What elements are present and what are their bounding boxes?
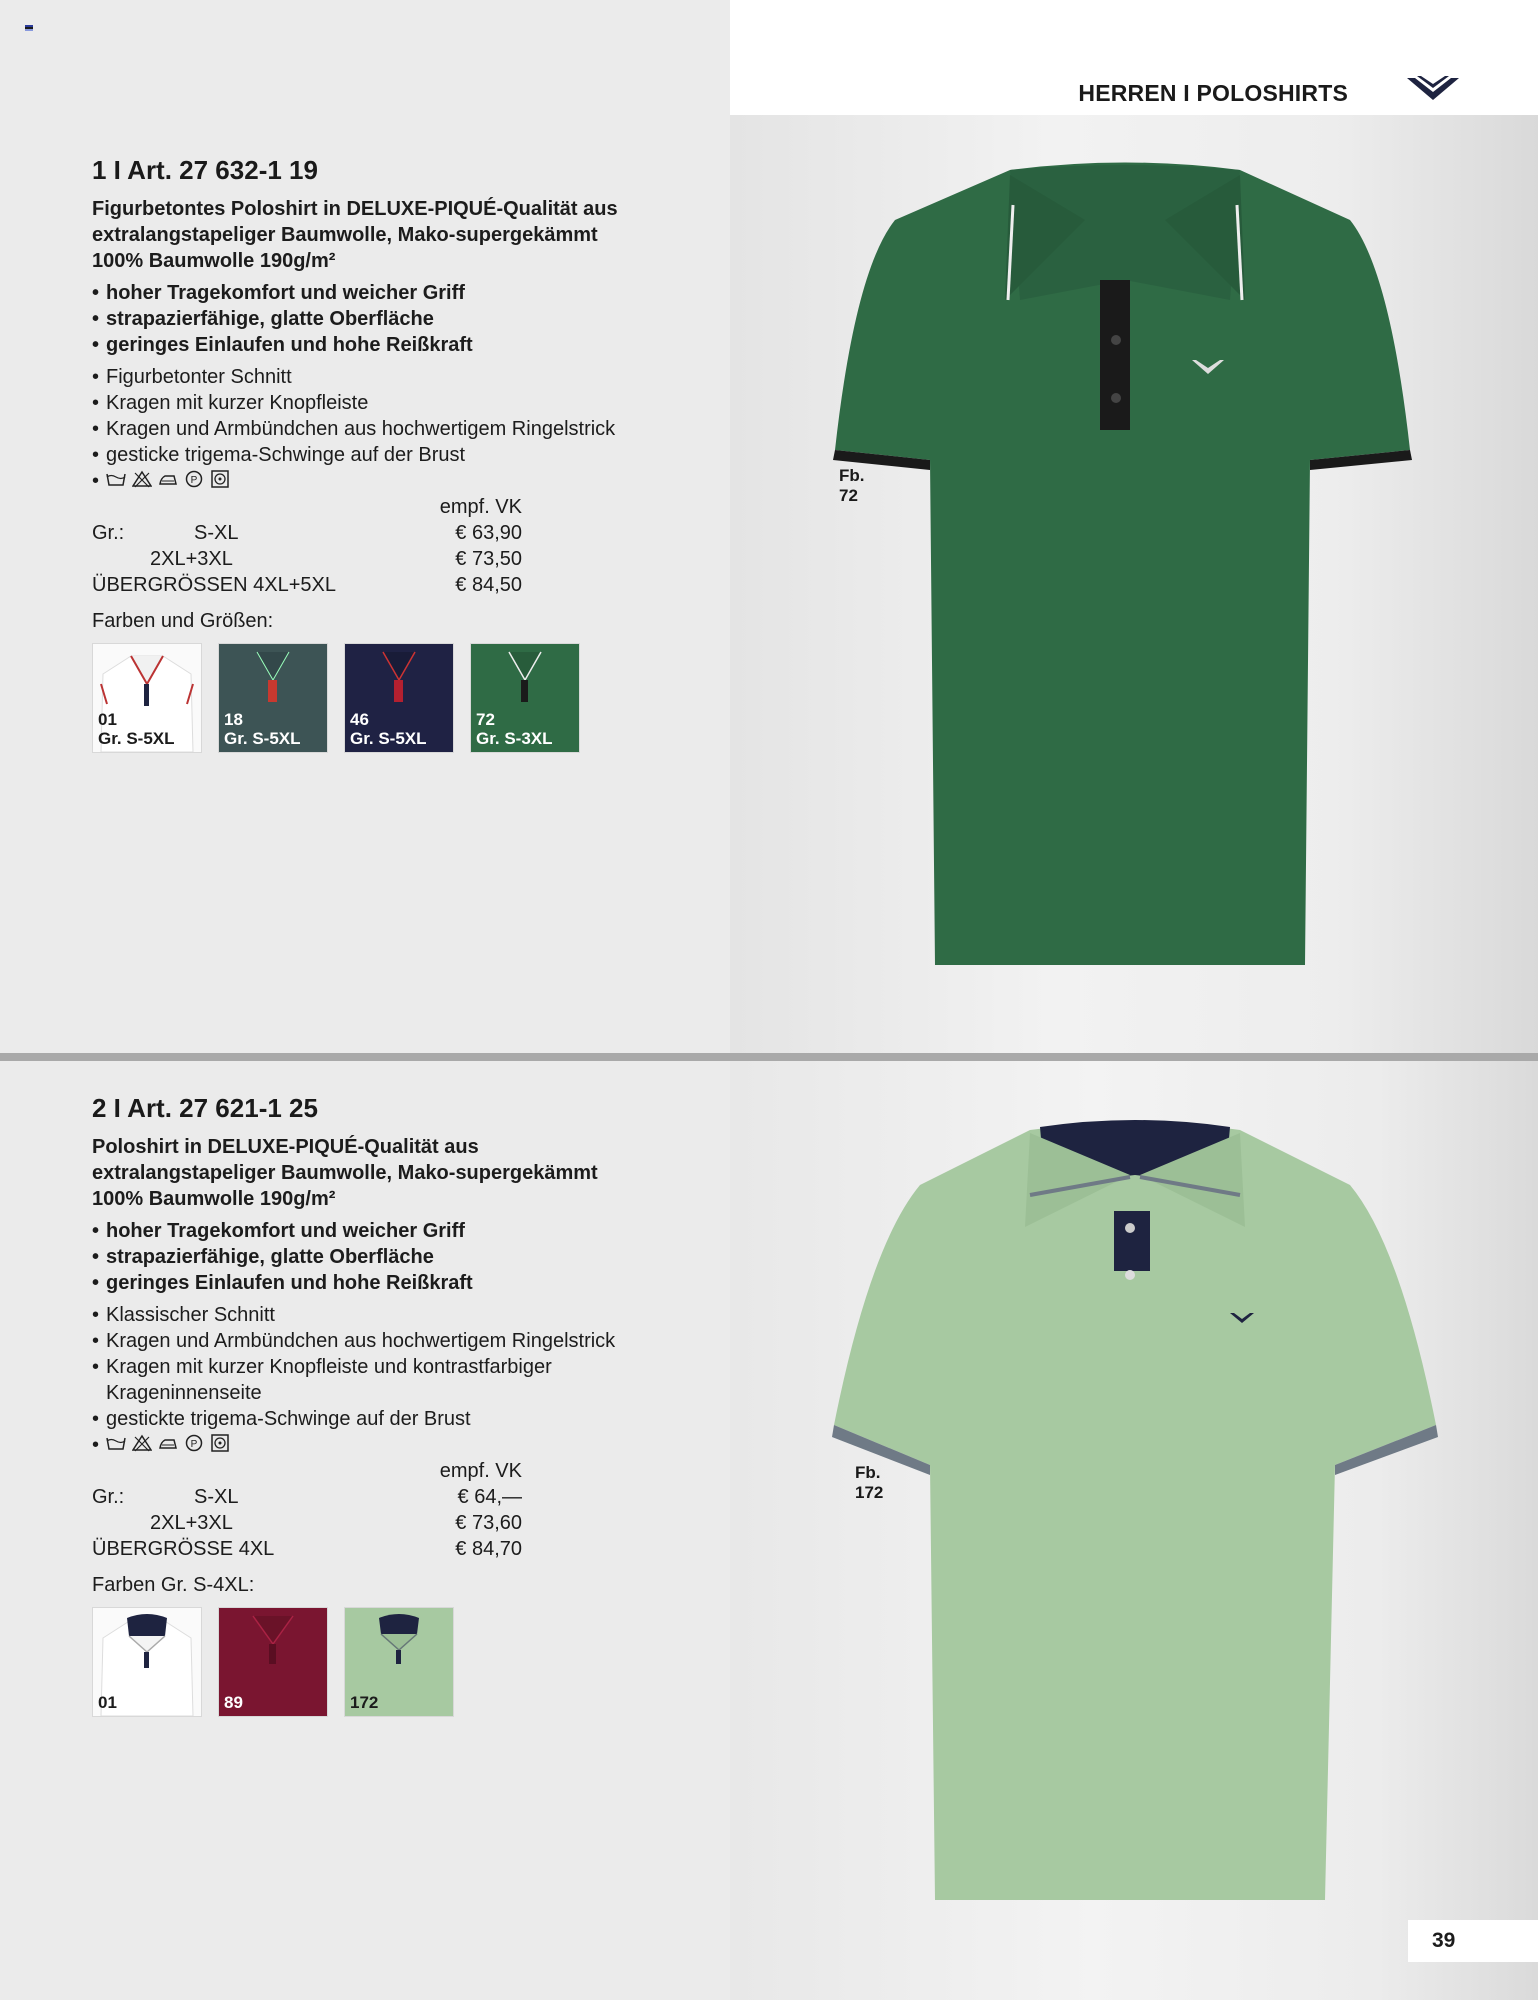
article-number: 1 I Art. 27 632-1 19 bbox=[92, 155, 318, 185]
fb-label: Fb. bbox=[855, 1463, 881, 1482]
feature-item bbox=[92, 1354, 712, 1406]
desc-line: Poloshirt in DELUXE-PIQUÉ-Qualität aus bbox=[92, 1136, 479, 1158]
size-range: Gr. S-5XL bbox=[224, 729, 301, 748]
size-range: 2XL+3XL bbox=[150, 548, 233, 570]
color-code: 01 bbox=[98, 710, 117, 729]
size-range: Gr. S-5XL bbox=[350, 729, 427, 748]
color-swatch[interactable] bbox=[218, 1607, 328, 1717]
desc-line: 100% Baumwolle 190g/m² bbox=[92, 1188, 336, 1210]
iron-icon bbox=[158, 470, 178, 488]
colors-title: Farben und Größen: bbox=[92, 610, 274, 632]
feature-text: Krageninnenseite bbox=[106, 1382, 262, 1404]
color-code: 89 bbox=[224, 1693, 243, 1712]
feature-item: • Klassischer Schnitt bbox=[92, 1302, 712, 1328]
price-header: empf. VK bbox=[439, 1460, 522, 1482]
features bbox=[92, 1302, 712, 1454]
page-number: 39 bbox=[1408, 1920, 1538, 1962]
size-range: ÜBERGRÖSSE 4XL bbox=[92, 1538, 275, 1560]
svg-text:P: • P bbox=[190, 1439, 198, 1450]
feature-item: • hoher Tragekomfort und weicher Griff bbox=[92, 280, 712, 306]
price-row bbox=[92, 1536, 522, 1562]
size-range: ÜBERGRÖSSEN 4XL+5XL bbox=[92, 574, 336, 596]
size-label: Gr.: bbox=[92, 522, 125, 544]
polo-shirt-light-green-image bbox=[830, 1115, 1440, 1910]
color-swatches bbox=[92, 1607, 712, 1717]
price: € 73,50 bbox=[455, 548, 522, 570]
price: € 63,90 bbox=[455, 522, 522, 544]
color-code: 18 bbox=[224, 710, 243, 729]
color-code: 46 bbox=[350, 710, 369, 729]
feature-item: • Figurbetonter Schnitt bbox=[92, 364, 712, 390]
flag-icon bbox=[25, 25, 33, 31]
svg-text:P: • P bbox=[190, 475, 198, 486]
color-code: 72 bbox=[476, 710, 495, 729]
color-code: 172 bbox=[350, 1693, 379, 1712]
desc-line: 100% Baumwolle 190g/m² bbox=[92, 250, 336, 272]
price: € 73,60 bbox=[455, 1512, 522, 1534]
feature-item: • Kragen und Armbündchen aus hochwertigem Ringelstrick bbox=[92, 416, 712, 442]
dry-clean-icon bbox=[184, 1434, 204, 1452]
feature-item: • gestickte trigema-Schwinge auf der Brust bbox=[92, 1406, 712, 1432]
care-symbols bbox=[92, 1432, 712, 1454]
size-label: Gr.: bbox=[92, 1486, 125, 1508]
feature-item: • gesticke trigema-Schwinge auf der Brust bbox=[92, 442, 712, 468]
key-features bbox=[92, 1218, 712, 1296]
color-swatch[interactable] bbox=[470, 643, 580, 753]
color-swatch[interactable] bbox=[218, 643, 328, 753]
size-range: Gr. S-3XL bbox=[476, 729, 553, 748]
trigema-wing-logo-icon bbox=[1405, 72, 1461, 106]
price-header-row bbox=[92, 1458, 522, 1484]
price-header-row bbox=[92, 494, 522, 520]
tumble-dry-icon bbox=[210, 1434, 230, 1452]
price: € 84,50 bbox=[455, 574, 522, 596]
price-row bbox=[92, 1510, 522, 1536]
color-swatch[interactable] bbox=[344, 1607, 454, 1717]
key-features bbox=[92, 280, 712, 358]
tumble-dry-icon bbox=[210, 470, 230, 488]
size-range: S-XL bbox=[194, 1486, 239, 1508]
colors-title: Farben Gr. S-4XL: bbox=[92, 1574, 255, 1596]
product-2 bbox=[92, 1093, 712, 1717]
no-bleach-icon bbox=[132, 470, 152, 488]
feature-item: • Kragen und Armbündchen aus hochwertigem Ringelstrick bbox=[92, 1328, 712, 1354]
size-range: S-XL bbox=[194, 522, 239, 544]
price-table bbox=[92, 494, 522, 598]
feature-item: • strapazierfähige, glatte Oberfläche bbox=[92, 1244, 712, 1270]
feature-item: • strapazierfähige, glatte Oberfläche bbox=[92, 306, 712, 332]
feature-item: • geringes Einlaufen und hohe Reißkraft bbox=[92, 332, 712, 358]
price-row bbox=[92, 546, 522, 572]
product-description bbox=[92, 1134, 712, 1212]
price-table bbox=[92, 1458, 522, 1562]
feature-item: • geringes Einlaufen und hohe Reißkraft bbox=[92, 1270, 712, 1296]
polo-shirt-green-image bbox=[830, 160, 1420, 975]
color-swatch[interactable] bbox=[92, 643, 202, 753]
fb-label: Fb. bbox=[839, 466, 865, 485]
color-code: 01 bbox=[98, 1693, 117, 1712]
wash-40-icon bbox=[106, 470, 126, 488]
section-divider bbox=[0, 1053, 1538, 1061]
desc-line: extralangstapeliger Baumwolle, Mako-supergekämmt bbox=[92, 1162, 598, 1184]
desc-line: extralangstapeliger Baumwolle, Mako-supergekämmt bbox=[92, 224, 598, 246]
dry-clean-icon bbox=[184, 470, 204, 488]
product-1 bbox=[92, 155, 712, 753]
fb-number: 72 bbox=[839, 486, 858, 505]
feature-item: • hoher Tragekomfort und weicher Griff bbox=[92, 1218, 712, 1244]
feature-text: Kragen mit kurzer Knopfleiste und kontrastfarbiger bbox=[106, 1356, 552, 1378]
price-header: empf. VK bbox=[439, 496, 522, 518]
color-swatch[interactable] bbox=[92, 1607, 202, 1717]
care-symbols bbox=[92, 468, 712, 490]
feature-item: • Kragen mit kurzer Knopfleiste bbox=[92, 390, 712, 416]
desc-line: Figurbetontes Poloshirt in DELUXE-PIQUÉ-Qualität aus bbox=[92, 198, 618, 220]
page-header-title: HERREN I POLOSHIRTS bbox=[1078, 80, 1348, 106]
size-range: 2XL+3XL bbox=[150, 1512, 233, 1534]
price: € 64,— bbox=[457, 1486, 522, 1508]
no-bleach-icon bbox=[132, 1434, 152, 1452]
article-number: 2 I Art. 27 621-1 25 bbox=[92, 1093, 318, 1123]
product-description bbox=[92, 196, 712, 274]
features bbox=[92, 364, 712, 490]
size-range: Gr. S-5XL bbox=[98, 729, 175, 748]
price-row bbox=[92, 1484, 522, 1510]
iron-icon bbox=[158, 1434, 178, 1452]
color-swatch[interactable] bbox=[344, 643, 454, 753]
price-row bbox=[92, 520, 522, 546]
price: € 84,70 bbox=[455, 1538, 522, 1560]
color-swatches bbox=[92, 643, 712, 753]
price-row bbox=[92, 572, 522, 598]
fb-number: 172 bbox=[855, 1483, 884, 1502]
wash-40-icon bbox=[106, 1434, 126, 1452]
